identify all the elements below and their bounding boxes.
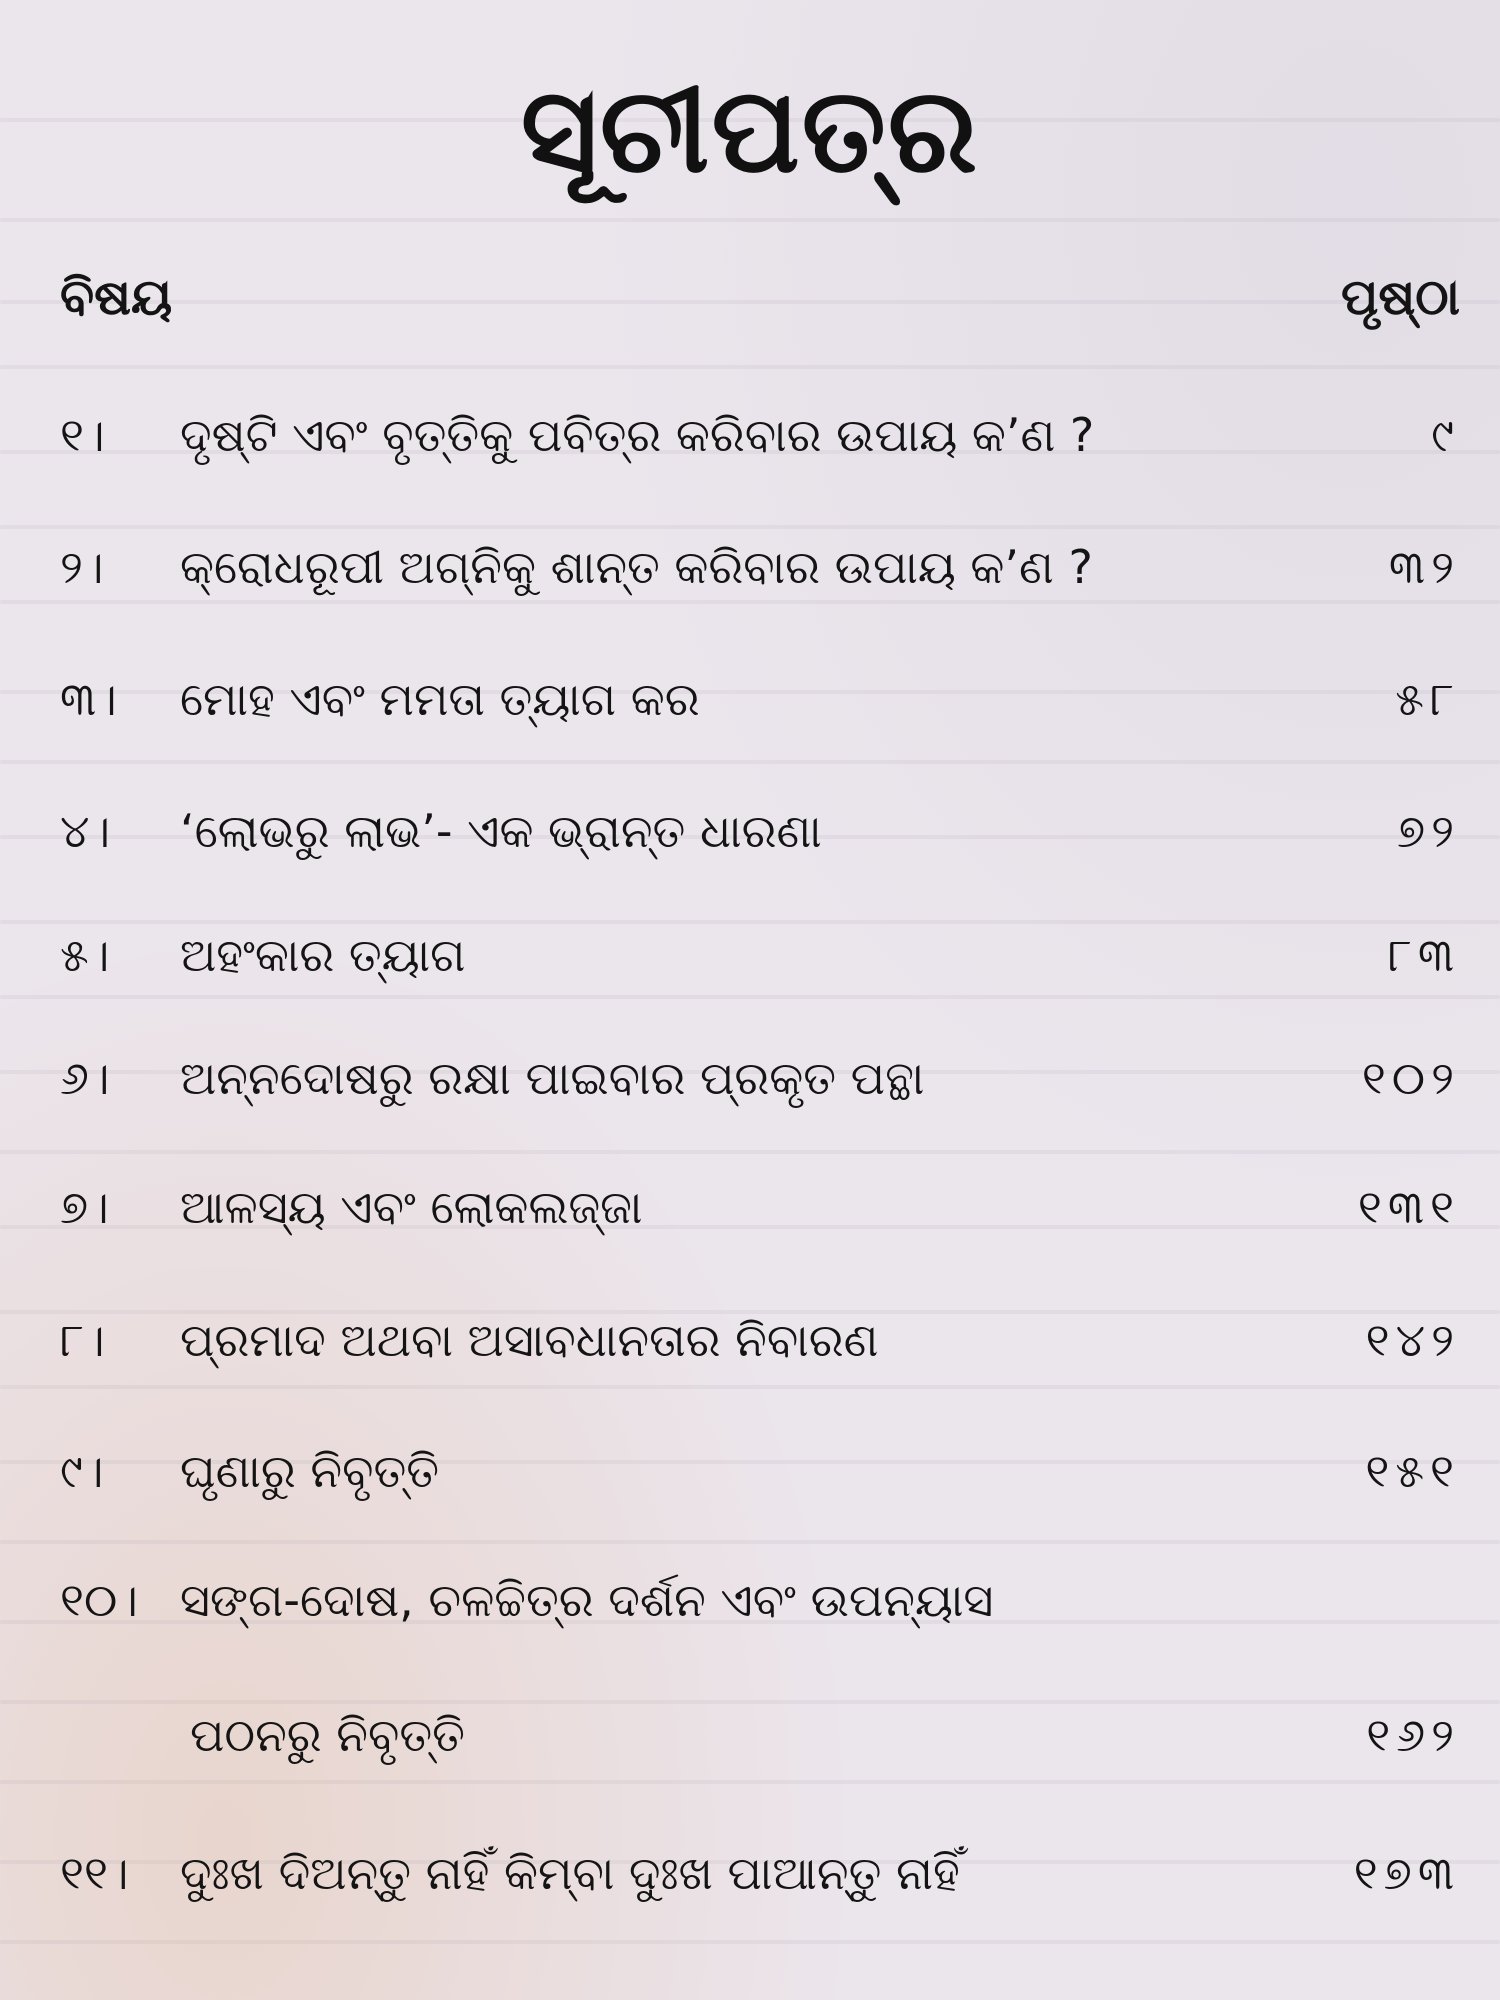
entry-number: ୧। [60, 408, 105, 462]
subject-column-label: ବିଷୟ [60, 268, 173, 326]
toc-entry [60, 920, 1460, 990]
toc-entry [60, 664, 1460, 734]
page-column-label: ପୃଷ୍ଠା [1340, 268, 1460, 326]
entry-title: ଘୃଣାରୁ ନିବୃତ୍ତି [180, 1444, 440, 1498]
toc-entry [60, 1565, 1460, 1635]
entry-title: ଅହଂକାର ତ୍ୟାଗ [180, 928, 466, 982]
toc-entry [60, 532, 1460, 602]
entry-number: ୬। [60, 1051, 110, 1105]
entry-title: ଦୃଷ୍ଟି ଏବଂ ବୃତ୍ତିକୁ ପବିତ୍ର କରିବାର ଉପାୟ କ’ଣ ? [180, 408, 1095, 462]
entry-number: ୩। [60, 672, 117, 726]
toc-entry [60, 400, 1460, 470]
entry-page: ୮୩ [1387, 928, 1460, 982]
entry-title: ମୋହ ଏବଂ ମମତା ତ୍ୟାଗ କର [180, 672, 700, 726]
entry-page: ୧୦୨ [1361, 1051, 1460, 1105]
toc-entry [60, 1436, 1460, 1506]
entry-title: ସଙ୍ଗ-ଦୋଷ, ଚଳଚ୍ଚିତ୍ର ଦର୍ଶନ ଏବଂ ଉପନ୍ୟାସ [180, 1573, 994, 1627]
entry-title: ପ୍ରମାଦ ଅଥବା ଅସାବଧାନତାର ନିବାରଣ [180, 1313, 879, 1367]
entry-page: ୧୭୩ [1353, 1846, 1460, 1900]
entry-title: ପଠନରୁ ନିବୃତ୍ତି [190, 1708, 465, 1762]
toc-entry [60, 1172, 1460, 1242]
entry-title: ଅନ୍ନଦୋଷରୁ ରକ୍ଷା ପାଇବାର ପ୍ରକୃତ ପନ୍ଥା [180, 1051, 925, 1105]
entry-page: ୧୪୨ [1365, 1313, 1460, 1367]
entry-page: ୧୩୧ [1357, 1180, 1460, 1234]
entry-number: ୨। [60, 540, 104, 594]
entry-number: ୭। [60, 1180, 109, 1234]
entry-number: ୯। [60, 1444, 104, 1498]
entry-number: ୧୦। [60, 1573, 138, 1627]
entry-page: ୩୨ [1388, 540, 1460, 594]
entry-page: ୭୨ [1396, 804, 1460, 858]
entry-page: ୧୬୨ [1366, 1708, 1460, 1762]
entry-title: ଦୁଃଖ ଦିଅନ୍ତୁ ନାହିଁ କିମ୍ବା ଦୁଃଖ ପାଆନ୍ତୁ ନାହିଁ [180, 1846, 960, 1900]
toc-entry [60, 1305, 1460, 1375]
entry-title: ‘ଲୋଭରୁ ଲାଭ’- ଏକ ଭ୍ରାନ୍ତ ଧାରଣା [180, 804, 822, 858]
entry-number: ୮। [60, 1313, 105, 1367]
toc-entry [60, 1838, 1460, 1908]
entry-number: ୪। [60, 804, 111, 858]
entry-title: ଆଳସ୍ୟ ଏବଂ ଲୋକଲଜ୍ଜା [180, 1180, 643, 1234]
page-title: ସୂଚୀପତ୍ର [520, 61, 980, 199]
toc-entry [60, 796, 1460, 866]
entry-title: କ୍ରୋଧରୂପୀ ଅଗ୍ନିକୁ ଶାନ୍ତ କରିବାର ଉପାୟ କ’ଣ ? [180, 540, 1093, 594]
entry-page: ୫୮ [1395, 672, 1460, 726]
toc-entry [60, 1043, 1460, 1113]
entry-page: ୧୫୧ [1365, 1444, 1460, 1498]
toc-entry-continuation [60, 1700, 1460, 1770]
entry-page: ୯ [1431, 408, 1460, 462]
entry-number: ୧୧। [60, 1846, 129, 1900]
entry-number: ୫। [60, 928, 110, 982]
